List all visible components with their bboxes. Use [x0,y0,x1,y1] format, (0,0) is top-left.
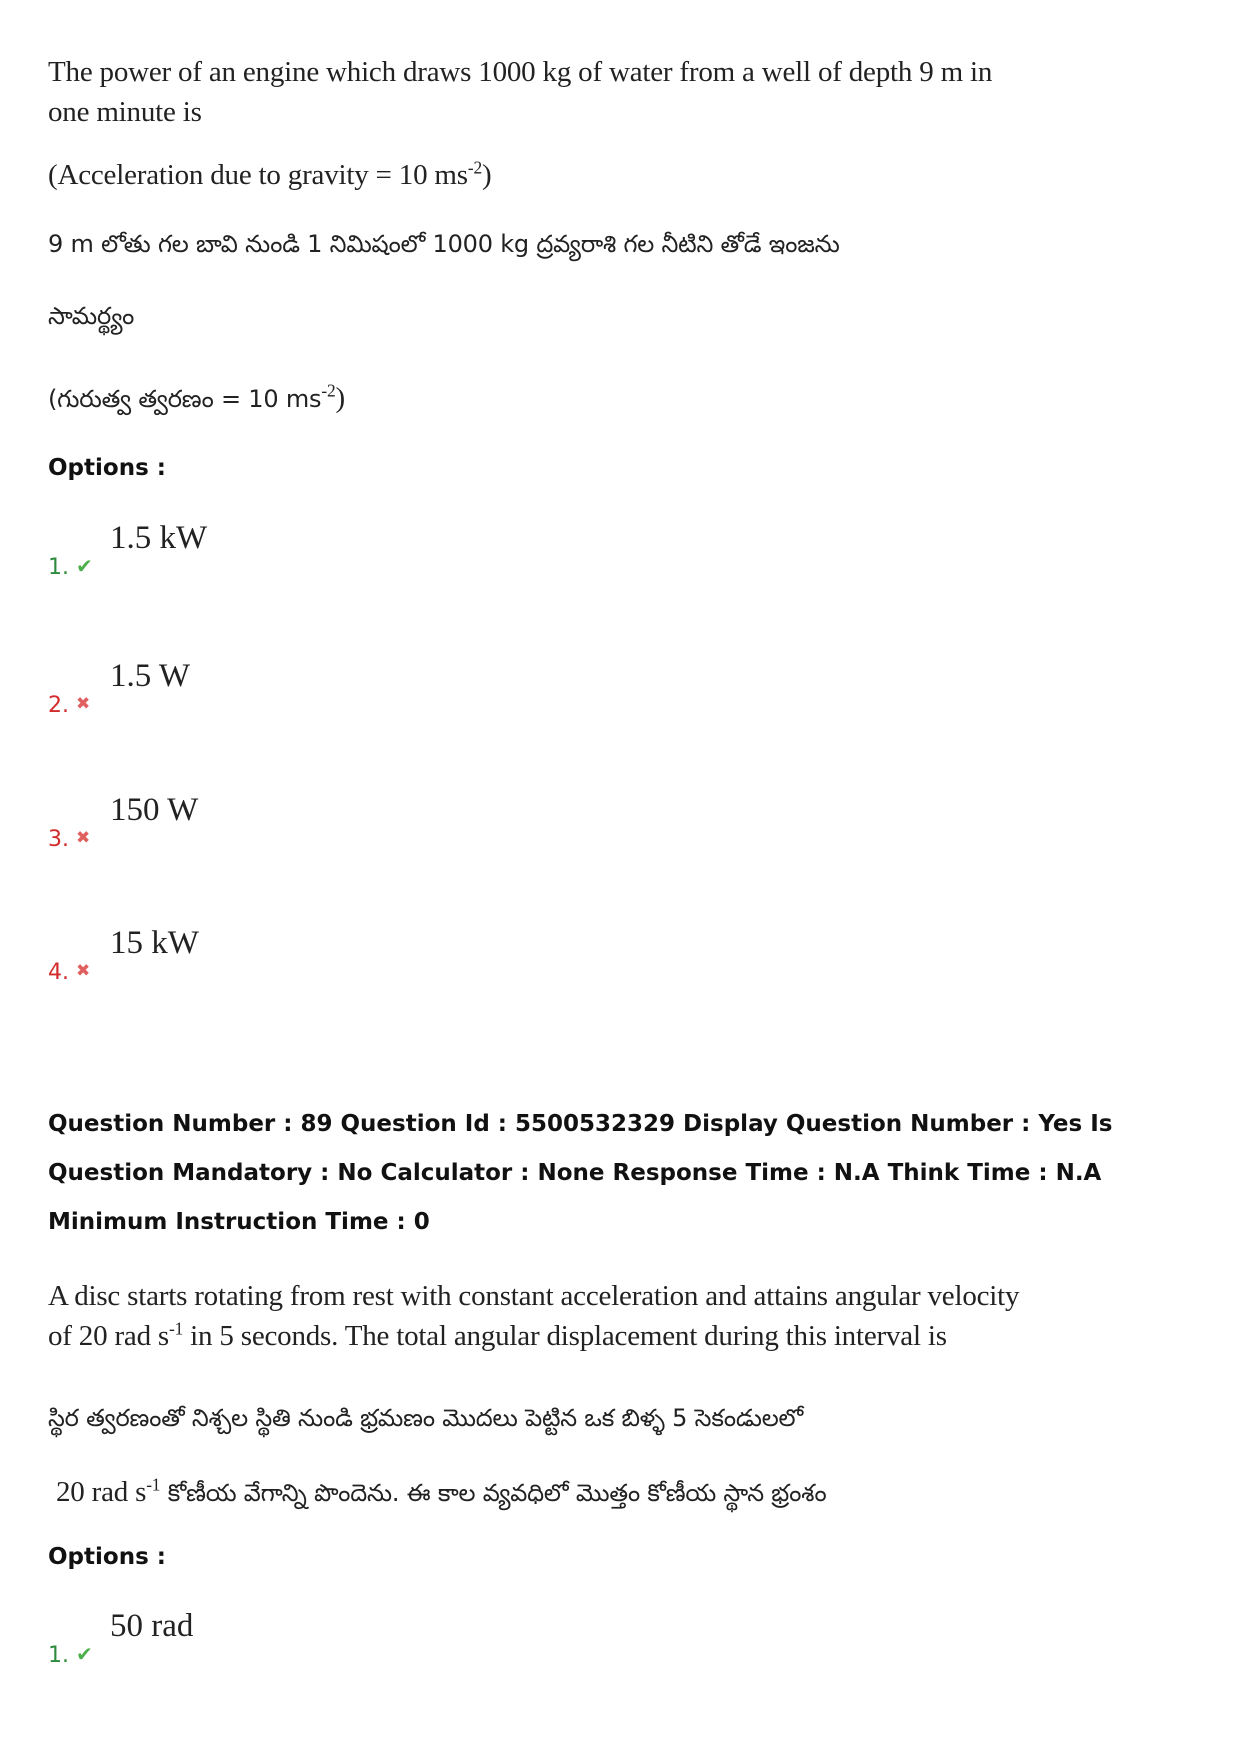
option-item [48,520,648,580]
option-item [48,1608,648,1668]
cross-icon: ✖ [76,694,91,714]
option-item [48,792,648,852]
option-item [48,925,648,985]
cross-icon: ✖ [76,961,91,981]
option-value: 1.5 W [110,658,191,694]
question-text-line: of 20 rad $s^{-1}$ in 5 seconds. The total angular displacement during this interval is [48,1318,947,1352]
check-icon: ✔ [76,1642,93,1666]
question-text-line: The power of an engine which draws 1000 kg of water from a well of depth 9 m in [48,56,993,88]
question-89-telugu-line-1: స్థిర త్వరణంతో నిశ్చల స్థితి నుండి భ్రమణం మొదలు పెట్టిన ఒక బిళ్ళ 5 సెకండులలో [48,1404,804,1432]
option-number: 4. [48,960,69,985]
option-value: 50 rad [110,1608,194,1644]
option-item [48,658,648,718]
option-value: 150 W [110,792,199,828]
question-88-telugu-line-2: సామర్థ్యం [48,302,135,330]
check-icon: ✔ [76,554,93,578]
option-number: 1. [48,555,69,580]
question-text-line: A disc starts rotating from rest with constant acceleration and attains angular velocity [48,1280,1020,1312]
options-label: Options : [48,1544,166,1570]
option-value: 1.5 kW [110,520,208,556]
cross-icon: ✖ [76,828,91,848]
question-88-gravity-english: (Acceleration due to gravity = 10 $ms^{-2}$) [48,157,492,191]
option-number: 1. [48,1643,69,1668]
option-value: 15 kW [110,925,199,961]
question-89-metadata: Question Number : 89 Question Id : 5500532329 Display Question Number : Yes Is Question Mandatory : No Calculator : None Response Time : N.A Think Time : N.A Minimum Instruction Time : 0 [48,1111,1113,1235]
question-89-english-text [48,1276,1019,1356]
option-number: 3. [48,827,69,852]
question-89-telugu-line-2: 20 rad $s^{-1}$ కోణీయ వేగాన్ని పొందెను. ఈ కాల వ్యవధిలో మొత్తం కోణీయ స్థాన భ్రంశం [56,1474,827,1508]
option-number: 2. [48,693,69,718]
question-88-gravity-telugu: (గురుత్వ త్వరణం = 10 $ms^{-2}$) [48,380,345,414]
question-text-line: one minute is [48,96,202,128]
options-label: Options : [48,455,166,481]
question-88-telugu-line-1: 9 m లోతు గల బావి నుండి 1 నిమిషంలో 1000 kg ద్రవ్యరాశి గల నీటిని తోడే ఇంజను [48,230,840,258]
question-88-english-text [48,52,992,132]
